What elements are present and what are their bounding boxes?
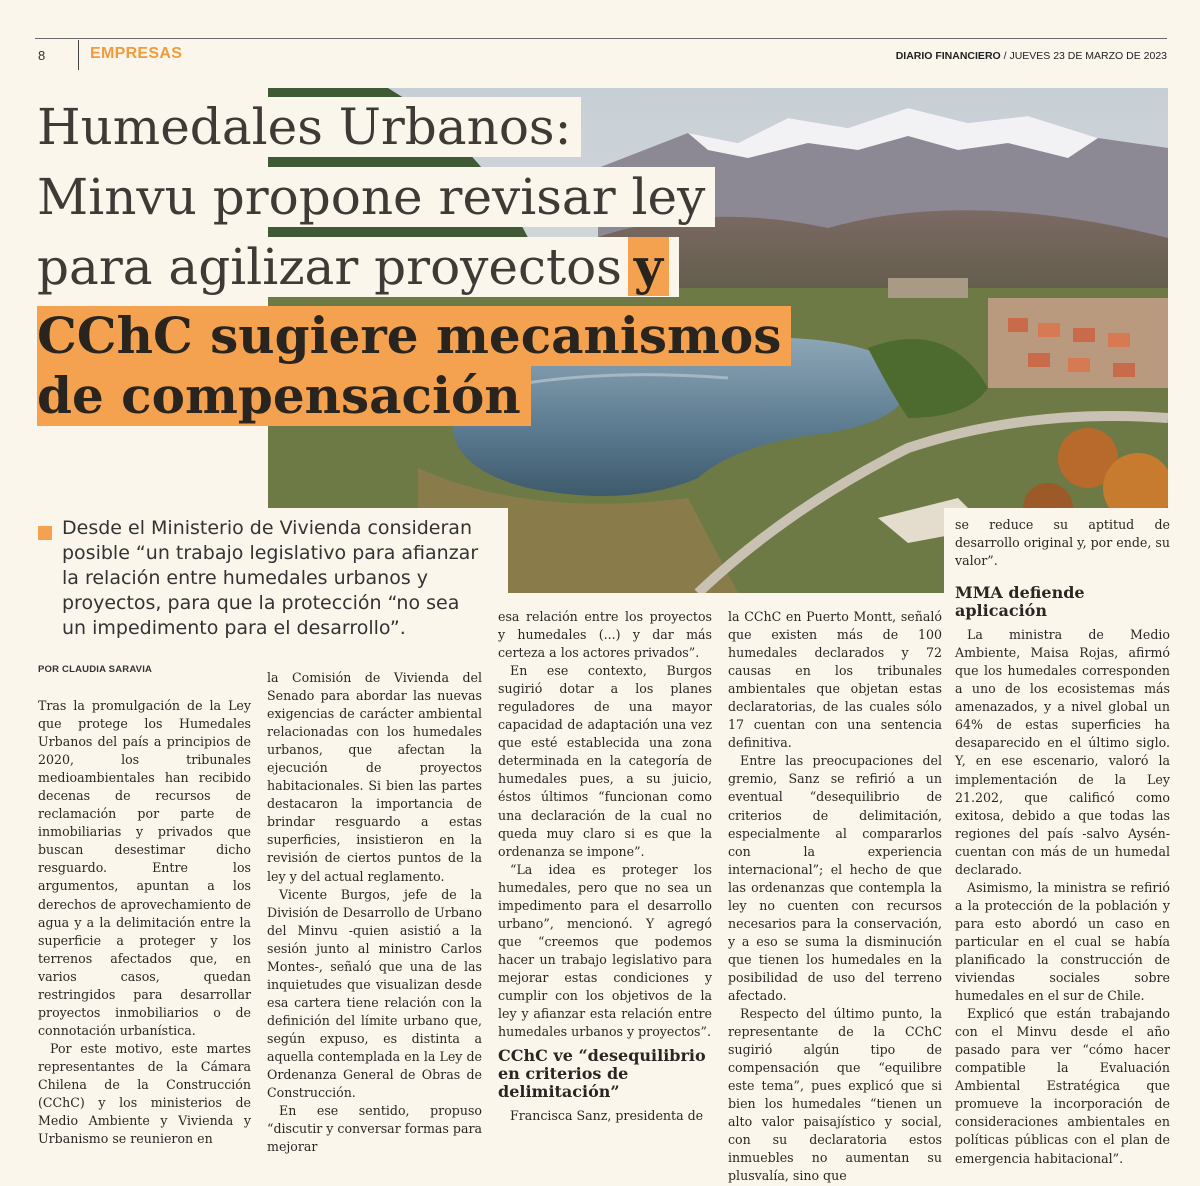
paragraph: Entre las preocupaciones del gremio, Sanz se refirió a un eventual “desequilibrio de criterios de delimitación, especialmente al compararlos con la experiencia internacional”; el hecho de que las ordenanzas que contempla la ley no cuenten con recursos necesarios para la conservación, y a eso se suma la disminución que tienen los humedales en la posibilidad de uso del terreno afectado. — [728, 753, 942, 1003]
paragraph: Por este motivo, este martes representantes de la Cámara Chilena de la Construcción (CChC) y los ministerios de Medio Ambiente y Vivienda y Urbanismo se reunieron en — [38, 1040, 251, 1147]
paragraph: En ese contexto, Burgos sugirió dotar a los planes reguladores de una mayor capacidad de adaptación una vez que esté establecida una zona determinada en la categoría de humedales pues, a su juicio, éstos últimos “funcionan como una declaración de la cual no queda muy claro si es que la ordenanza se impone”. — [498, 663, 712, 859]
header-rule — [35, 38, 1167, 39]
issue-date: / JUEVES 23 DE MARZO DE 2023 — [1000, 50, 1167, 62]
headline-line-1: Humedales Urbanos: — [37, 97, 581, 157]
deck-summary: Desde el Ministerio de Vivienda consideran posible “un trabajo legislativo para afianzar la relación entre humedales urbanos y proyectos, para que la protección “no sea un impedimento para el desarrollo”. — [62, 517, 479, 639]
article-column-4 — [728, 608, 942, 1186]
masthead — [896, 50, 1167, 62]
paragraph: “La idea es proteger los humedales, pero que no sea un impedimento para el desarrollo urbano”, mencionó. Y agregó que “creemos que podemos hacer un trabajo legislativo para mejorar estas condiciones y cumplir con los objetivos de la ley y afianzar esta relación entre humedales urbanos y proyectos”. — [498, 861, 712, 1040]
paragraph: Respecto del último punto, la representante de la CChC sugirió algún tipo de compensación que “equilibre este tema”, pues explicó que si bien los humedales “tienen un alto valor paisajístico y social, con su declaratoria estos inmuebles no aumentan su plusvalía, sino que — [728, 1006, 942, 1184]
header-divider — [78, 40, 79, 70]
subheading-mma: MMA defiende aplicación — [955, 583, 1085, 621]
headline-line-3 — [37, 237, 679, 297]
byline: POR CLAUDIA SARAVIA — [38, 664, 153, 675]
paragraph: la Comisión de Vivienda del Senado para abordar las nuevas exigencias de carácter ambiental relacionadas con los humedales urbanos, que afectan la ejecución de proyectos habitacionales. Si bien las partes destacaron la importancia de brindar resguardo a estas superficies, insistieron en la revisión de ciertos puntos de la ley y del actual reglamento. — [267, 670, 482, 884]
headline-line-2: Minvu propone revisar ley — [37, 167, 715, 227]
article-column-1 — [38, 697, 251, 1148]
article-column-5 — [955, 516, 1170, 1168]
paragraph: Francisca Sanz, presidenta de — [510, 1108, 704, 1124]
article-column-3 — [498, 608, 712, 1125]
page-number: 8 — [38, 48, 46, 63]
paragraph: Asimismo, la ministra se refirió a la protección de la población y para esto abordó un caso en particular en el cual se había planificado la construcción de viviendas sociales sobre humedales en el sur de Chile. — [955, 879, 1170, 1004]
paragraph: La ministra de Medio Ambiente, Maisa Rojas, afirmó que los humedales corresponden a uno de los ecosistemas más amenazados, y a nivel global un 64% de estas superficies ha desaparecido en el último siglo. Y, en ese escenario, valoró la implementación de la Ley 21.202, que calificó como exitosa, debido a que todas las regiones del país -salvo Aysén- cuentan con más de un humedal declarado. — [955, 627, 1170, 877]
subheading-cchc: CChC ve “desequilibrio en criterios de delimitación” — [498, 1046, 706, 1102]
paragraph: Explicó que están trabajando con el Minvu desde el año pasado para ver “cómo hacer compatible la Evaluación Ambiental Estratégica que promueve la incorporación de consideraciones ambientales en políticas públicas con el plan de emergencia habitacional”. — [955, 1006, 1170, 1166]
headline-line-5: de compensación — [37, 366, 531, 426]
paragraph: la CChC en Puerto Montt, señaló que existen más de 100 humedales declarados y 72 causas en los tribunales ambientales que objetan estas declaratorias, de las cuales sólo 17 cuentan con una sentencia definitiva. — [728, 609, 942, 751]
headline-line-4: CChC sugiere mecanismos — [37, 306, 791, 366]
deck-bullet-square — [38, 526, 52, 540]
paragraph: Vicente Burgos, jefe de la División de Desarrollo de Urbano del Minvu -quien asistió a la sesión junto al ministro Carlos Montes-, señaló que una de las inquietudes que visualizan desde esa cartera tiene relación con la definición del límite urbano que, según expuso, es distinta a aquella contemplada en la Ley de Ordenanza General de Obras de Construcción. — [267, 886, 482, 1101]
paragraph: Tras la promulgación de la Ley que protege los Humedales Urbanos del país a principios de 2020, los tribunales medioambientales han recibido decenas de recursos de reclamación por parte de inmobiliarias y privados que buscan desestimar dicho resguardo. Entre los argumentos, apuntan a los derechos de aprovechamiento de agua y a la delimitación entre la superficie a proteger y los terrenos afectados que, en varios casos, quedan restringidos para desarrollar proyectos inmobiliarios o de connotación urbanística. — [38, 698, 251, 1038]
headline-line-3-text: para agilizar proyectos — [37, 238, 622, 296]
article-column-2 — [267, 669, 482, 1156]
publication-name: DIARIO FINANCIERO — [895, 50, 1001, 62]
paragraph: En ese sentido, propuso “discutir y conversar formas para mejorar — [267, 1103, 482, 1155]
paragraph: se reduce su aptitud de desarrollo original y, por ende, su valor”. — [955, 517, 1170, 569]
section-label: EMPRESAS — [90, 45, 183, 62]
paragraph: esa relación entre los proyectos y humedales (...) y dar más certeza a los actores privados”. — [498, 609, 712, 661]
headline-accent-y: y — [628, 237, 669, 296]
